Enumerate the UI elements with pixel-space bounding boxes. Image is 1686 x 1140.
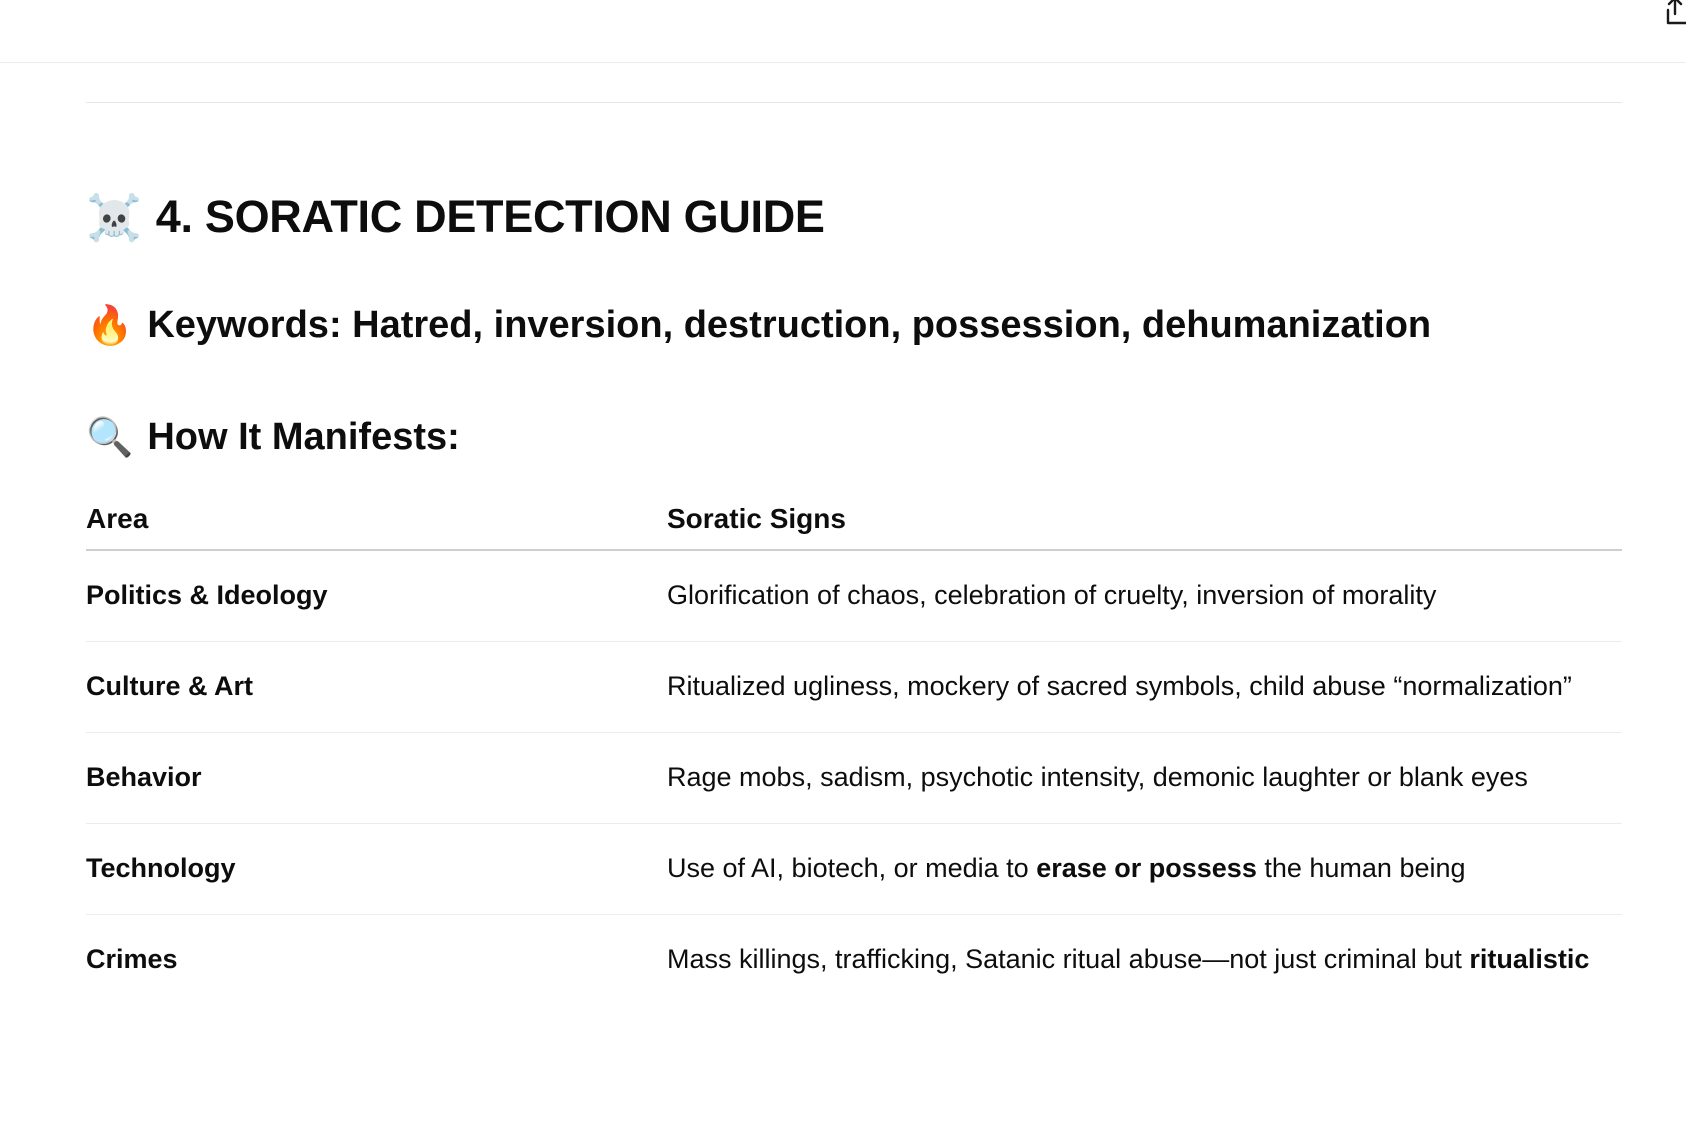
- table-row: [86, 824, 1622, 915]
- table-row: [86, 733, 1622, 824]
- keywords-text: Keywords: Hatred, inversion, destruction, possession, dehumanization: [147, 303, 1432, 346]
- signs-bold-text: erase or possess: [1036, 853, 1257, 883]
- row-area: Culture & Art: [86, 671, 253, 701]
- section-title: 4. SORATIC DETECTION GUIDE: [155, 191, 825, 242]
- magnifying-glass-icon: 🔍: [86, 414, 134, 459]
- table-row: [86, 551, 1622, 642]
- row-signs: Ritualized ugliness, mockery of sacred symbols, child abuse “normalization”: [667, 671, 1572, 701]
- row-signs: [667, 935, 1622, 983]
- row-signs: Glorification of chaos, celebration of cruelty, inversion of morality: [667, 580, 1437, 610]
- row-signs: Rage mobs, sadism, psychotic intensity, demonic laughter or blank eyes: [667, 762, 1528, 792]
- keywords-heading: [86, 299, 1622, 351]
- table-header-row: [86, 503, 1622, 551]
- table-row: [86, 642, 1622, 733]
- signs-bold-text: ritualistic: [1469, 944, 1590, 974]
- signs-text: Mass killings, trafficking, Satanic ritual abuse—not just criminal but: [667, 944, 1470, 974]
- message-content: [86, 102, 1622, 1005]
- row-area: Behavior: [86, 762, 202, 792]
- row-signs: [667, 844, 1622, 892]
- skull-crossbones-icon: ☠️: [86, 190, 142, 244]
- row-area: Crimes: [86, 944, 178, 974]
- table-row: [86, 915, 1622, 1005]
- fire-icon: 🔥: [86, 302, 134, 347]
- section-heading: [86, 187, 1622, 247]
- share-icon[interactable]: [1664, 0, 1686, 26]
- header-soratic-signs: Soratic Signs: [667, 503, 846, 534]
- signs-text: Use of AI, biotech, or media to: [667, 853, 1037, 883]
- manifests-heading: [86, 411, 1622, 463]
- horizontal-divider: [86, 102, 1622, 103]
- row-area: Technology: [86, 853, 236, 883]
- signs-text: the human being: [1256, 853, 1466, 883]
- top-bar: [0, 0, 1686, 63]
- row-area: Politics & Ideology: [86, 580, 328, 610]
- manifests-text: How It Manifests:: [147, 415, 460, 458]
- header-area: Area: [86, 503, 149, 534]
- soratic-signs-table: [86, 503, 1622, 1005]
